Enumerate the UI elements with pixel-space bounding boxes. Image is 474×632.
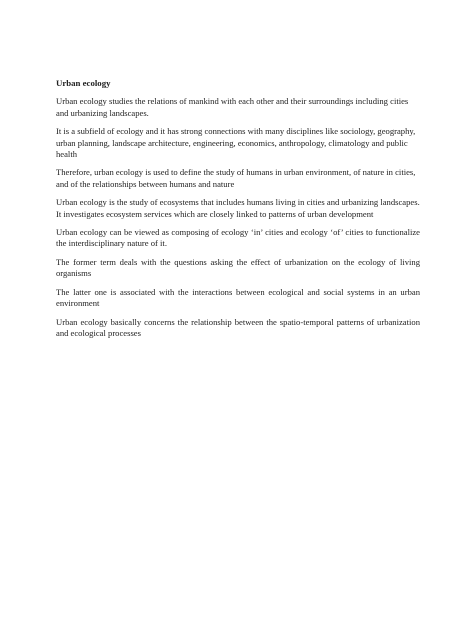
paragraph-therefore: Therefore, urban ecology is used to define the study of humans in urban environment, of nature in cities, and of the relationships between humans and nature <box>56 167 416 189</box>
paragraph-latter-one: The latter one is associated with the interactions between ecological and social systems in an urban environment <box>56 286 420 309</box>
paragraph-former-term: The former term deals with the questions asking the effect of urbanization on the ecology of living organisms <box>56 256 420 279</box>
paragraph-in-of-cities: Urban ecology can be viewed as composing of ecology ‘in’ cities and ecology ‘of’ cities to functionalize the interdisciplinary nature of it. <box>56 227 420 249</box>
paragraph-definition: Urban ecology studies the relations of mankind with each other and their surroundings including cities and urbanizing landscapes. <box>56 96 409 118</box>
document-body <box>56 78 420 346</box>
document-title: Urban ecology <box>56 78 111 88</box>
paragraph-ecosystems: Urban ecology is the study of ecosystems that includes humans living in cities and urbanizing landscapes. It investigates ecosystem services which are closely linked to patterns of urban development <box>56 197 420 219</box>
paragraph-spatio-temporal: Urban ecology basically concerns the relationship between the spatio-temporal patterns of urbanization and ecological processes <box>56 316 420 338</box>
paragraph-subfield: It is a subfield of ecology and it has strong connections with many disciplines like sociology, geography, urban planning, landscape architecture, engineering, economics, anthropology, climatology and public health <box>56 126 416 160</box>
